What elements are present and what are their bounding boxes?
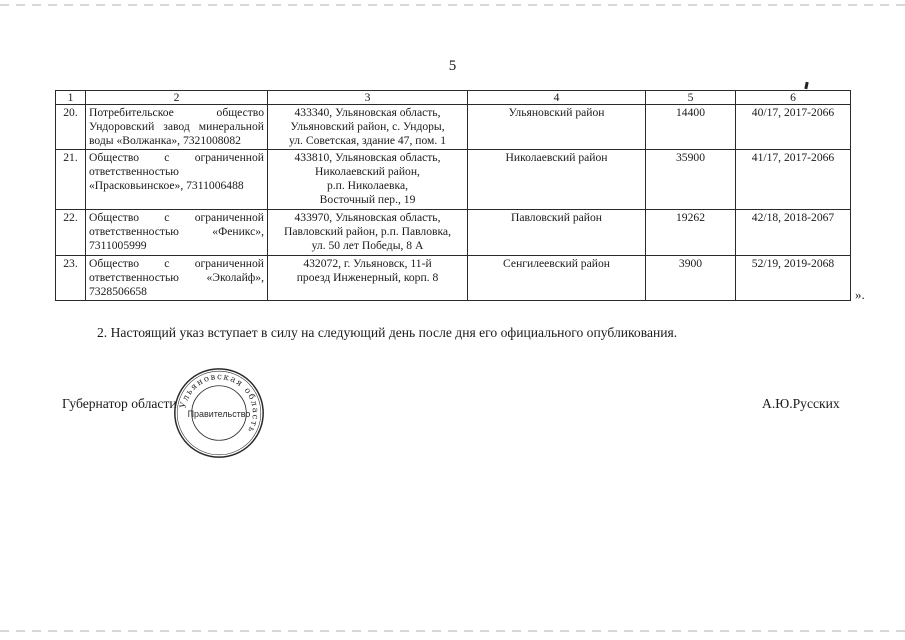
district-cell: Павловский район <box>468 210 646 256</box>
decree-paragraph: 2. Настоящий указ вступает в силу на следующий день после дня его официального опубликования. <box>97 325 678 340</box>
organization-cell: Общество с ограниченной ответственностью «Феникс», 7311005999 <box>86 210 268 256</box>
signature-name: А.Ю.Русских <box>762 396 840 411</box>
row-number: 23. <box>56 256 86 301</box>
closing-quote: ». <box>855 287 865 302</box>
header-cell: 1 <box>56 91 86 105</box>
row-number: 22. <box>56 210 86 256</box>
table-row <box>56 256 851 301</box>
scan-mark <box>804 82 808 89</box>
header-cell: 3 <box>268 91 468 105</box>
area-cell: 3900 <box>646 256 736 301</box>
address-cell: 433970, Ульяновская область, Павловский район, р.п. Павловка, ул. 50 лет Победы, 8 А <box>268 210 468 256</box>
scan-edge-top <box>0 4 905 6</box>
header-cell: 2 <box>86 91 268 105</box>
official-seal-icon <box>172 366 266 460</box>
row-number: 20. <box>56 105 86 150</box>
area-cell: 35900 <box>646 150 736 210</box>
organization-cell: Общество с ограниченной ответственностью «Прасковьинское», 7311006488 <box>86 150 268 210</box>
seal-ring-text: Ульяновская область <box>177 371 261 436</box>
license-cell: 40/17, 2017-2066 <box>736 105 851 150</box>
table-row <box>56 150 851 210</box>
page-number: 5 <box>448 58 457 74</box>
area-cell: 19262 <box>646 210 736 256</box>
district-cell: Сенгилеевский район <box>468 256 646 301</box>
table-row <box>56 105 851 150</box>
header-cell: 5 <box>646 91 736 105</box>
row-number: 21. <box>56 150 86 210</box>
signature-title: Губернатор области <box>62 396 177 411</box>
header-cell: 6 <box>736 91 851 105</box>
license-cell: 52/19, 2019-2068 <box>736 256 851 301</box>
district-cell: Николаевский район <box>468 150 646 210</box>
area-cell: 14400 <box>646 105 736 150</box>
table-header-row <box>56 91 851 105</box>
license-cell: 41/17, 2017-2066 <box>736 150 851 210</box>
address-cell: 433340, Ульяновская область, Ульяновский район, с. Ундоры, ул. Советская, здание 47, пом. 1 <box>268 105 468 150</box>
header-cell: 4 <box>468 91 646 105</box>
registry-table <box>55 90 851 301</box>
organization-cell: Потребительское общество Ундоровский завод минеральной воды «Волжанка», 7321008082 <box>86 105 268 150</box>
license-cell: 42/18, 2018-2067 <box>736 210 851 256</box>
table-row <box>56 210 851 256</box>
district-cell: Ульяновский район <box>468 105 646 150</box>
scan-edge-bottom <box>0 630 905 632</box>
seal-center-text: Правительство <box>187 408 251 419</box>
organization-cell: Общество с ограниченной ответственностью «Эколайф», 7328506658 <box>86 256 268 301</box>
address-cell: 432072, г. Ульяновск, 11-й проезд Инженерный, корп. 8 <box>268 256 468 301</box>
address-cell: 433810, Ульяновская область, Николаевский район, р.п. Николаевка, Восточный пер., 19 <box>268 150 468 210</box>
